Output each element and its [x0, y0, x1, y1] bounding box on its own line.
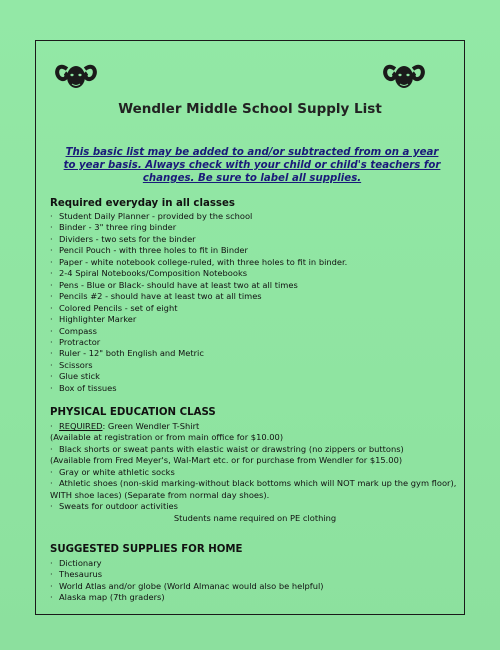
home-list [50, 558, 460, 604]
list-item: · Sweats for outdoor activities [50, 501, 178, 512]
list-item: · Pens - Blue or Black- should have at least two at all times [50, 279, 298, 290]
list-item: · Paper - white notebook college-ruled, with three holes to fit in binder. [50, 256, 348, 267]
list-item: · Highlighter Marker [50, 314, 137, 325]
list-item: · Binder - 3" three ring binder [50, 222, 177, 233]
list-item: · Pencil Pouch - with three holes to fit in Binder [50, 245, 248, 256]
list-item: · Glue stick [50, 371, 100, 382]
list-item: · REQUIRED: Green Wendler T-Shirt [50, 421, 200, 431]
list-item: · Pencils #2 - should have at least two at all times [50, 291, 262, 302]
list-item: · Box of tissues [50, 382, 117, 393]
list-item: · Dictionary [50, 558, 102, 568]
list-item: (Available from Fred Meyer's, Wal-Mart etc. or for purchase from Wendler for $15.00) [50, 455, 403, 466]
home-heading: SUGGESTED SUPPLIES FOR HOME [50, 544, 243, 555]
intro-note: This basic list may be added to and/or subtracted from on a year to year basis. Always check with your child or child's teachers for changes. Be sure to label all supplies. [63, 147, 441, 184]
list-item: · Ruler - 12" both English and Metric [50, 348, 204, 359]
list-item: · Protractor [50, 336, 101, 347]
list-item: (Available at registration or from main office for $10.00) [50, 432, 284, 443]
pe-heading: PHYSICAL EDUCATION CLASS [50, 407, 216, 418]
list-item: · Compass [50, 325, 97, 336]
list-item: · Black shorts or sweat pants with elastic waist or drawstring (no zippers or buttons) [50, 443, 404, 454]
page-title: Wendler Middle School Supply List [118, 101, 382, 117]
list-item: · 2-4 Spiral Notebooks/Composition Notebooks [50, 268, 248, 279]
list-item: · Gray or white athletic socks [50, 466, 175, 477]
pe-list [50, 421, 460, 524]
ram-head-icon [380, 55, 428, 93]
list-item: · Colored Pencils - set of eight [50, 302, 178, 313]
list-item: · Alaska map (7th graders) [50, 592, 165, 603]
list-item: · Thesaurus [50, 569, 103, 580]
ram-head-icon [52, 55, 100, 93]
list-item: · Athletic shoes (non-skid marking-without black bottoms which will NOT mark up the gym floor), WITH shoe laces) (Separate from normal day shoes). [50, 478, 457, 500]
list-item: Students name required on PE clothing [173, 512, 337, 523]
list-item: · Student Daily Planner - provided by the school [50, 211, 253, 221]
required-list [50, 211, 460, 394]
list-item: · Dividers - two sets for the binder [50, 233, 196, 244]
required-heading: Required everyday in all classes [50, 198, 235, 209]
list-item: · Scissors [50, 359, 93, 370]
list-item: · World Atlas and/or globe (World Almanac would also be helpful) [50, 580, 324, 591]
